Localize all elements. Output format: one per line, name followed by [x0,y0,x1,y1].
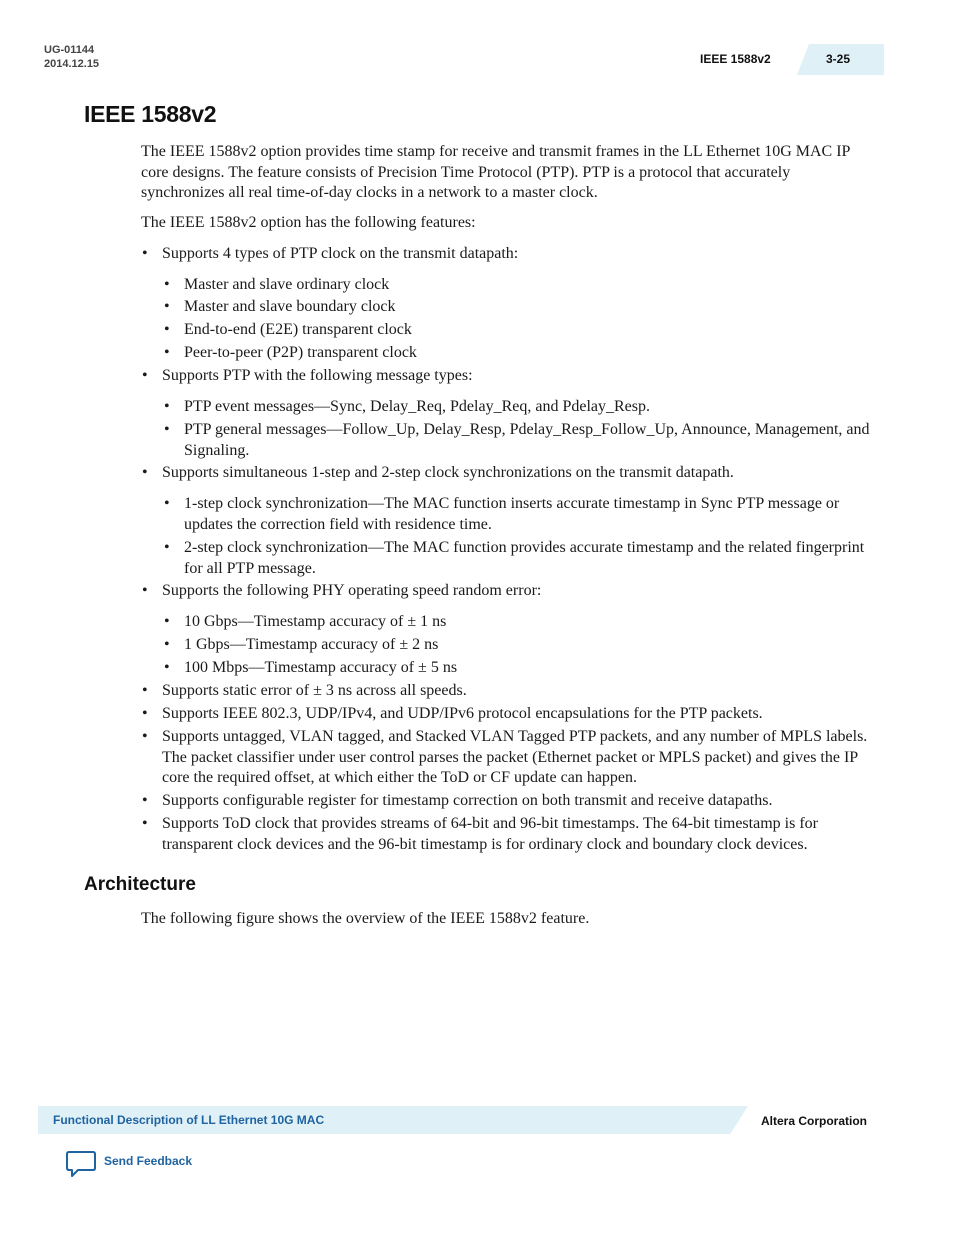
bullet: • [164,495,170,512]
document-number: UG-01144 [44,44,95,56]
list-item: • Peer-to-peer (P2P) transparent clock [184,343,874,364]
bullet: • [142,705,148,722]
features-lead: The IEEE 1588v2 option has the following features: [141,214,476,231]
page-title: IEEE 1588v2 [84,101,217,127]
list-item: • 100 Mbps—Timestamp accuracy of ± 5 ns [184,658,874,679]
page-number: 3-25 [826,52,851,66]
intro-paragraph: The IEEE 1588v2 option provides time stamp for receive and transmit frames in the LL Ethernet 10G MAC IP core designs. The feature consists of Precision Time Protocol (PTP). PTP is a protocol that accurately synchronizes all real time-of-day clocks in a network to a master clock. [141,143,850,201]
list-item: • Supports untagged, VLAN tagged, and Stacked VLAN Tagged PTP packets, and any number of MPLS labels. The packet classifier under user control parses the packet (Ethernet packet or MPLS packet) and gives the IP core the required offset, at which either the ToD or CF update can happen. [142,728,868,786]
footer-document-title[interactable]: Functional Description of LL Ethernet 10G MAC [53,1113,325,1127]
bullet: • [164,321,170,338]
document-id-block [44,43,99,71]
bullet: • [164,636,170,653]
bullet: • [164,344,170,361]
bullet: • [142,792,148,809]
list-item: • Supports configurable register for timestamp correction on both transmit and receive datapaths. [162,791,874,812]
list-item: • Supports PTP with the following message types: [162,366,874,387]
list-item: • 2-step clock synchronization—The MAC function provides accurate timestamp and the related fingerprint for all PTP message. [164,539,865,577]
section-heading-architecture: Architecture [84,874,196,895]
list-item: • 10 Gbps—Timestamp accuracy of ± 1 ns [184,612,874,633]
bullet: • [164,539,170,556]
bullet: • [142,582,148,599]
bullet: • [142,464,148,481]
list-item: • 1-step clock synchronization—The MAC function inserts accurate timestamp in Sync PTP message or updates the correction field with residence time. [164,495,840,533]
list-item: • End-to-end (E2E) transparent clock [184,320,874,341]
list-item: • Supports IEEE 802.3, UDP/IPv4, and UDP/IPv6 protocol encapsulations for the PTP packets. [162,704,874,725]
list-item: • PTP event messages—Sync, Delay_Req, Pdelay_Req, and Pdelay_Resp. [184,397,874,418]
list-item: • Supports 4 types of PTP clock on the transmit datapath: [162,244,874,265]
bullet: • [142,682,148,699]
list-item: • Supports ToD clock that provides streams of 64-bit and 96-bit timestamps. The 64-bit timestamp is for transparent clock devices and the 96-bit timestamp is for ordinary clock and boundary clock devices. [142,815,818,853]
list-item: • 1 Gbps—Timestamp accuracy of ± 2 ns [184,635,874,656]
bullet: • [142,367,148,384]
send-feedback-link[interactable]: Send Feedback [104,1154,193,1168]
bullet: • [142,728,148,745]
bullet: • [164,421,170,438]
list-item: • PTP general messages—Follow_Up, Delay_Resp, Pdelay_Resp_Follow_Up, Announce, Management, and Signaling. [164,421,870,459]
architecture-paragraph: The following figure shows the overview of the IEEE 1588v2 feature. [141,910,590,927]
footer-company: Altera Corporation [761,1114,868,1128]
bullet: • [164,298,170,315]
bullet: • [142,815,148,832]
bullet: • [164,659,170,676]
document-date: 2014.12.15 [44,58,100,70]
list-item: • Supports static error of ± 3 ns across all speeds. [162,681,874,702]
list-item: • Supports the following PHY operating speed random error: [162,581,874,602]
bullet: • [142,245,148,262]
bullet: • [164,276,170,293]
list-item: • Supports simultaneous 1-step and 2-step clock synchronizations on the transmit datapath. [162,463,874,484]
bullet: • [164,398,170,415]
list-item: • Master and slave ordinary clock [184,275,874,296]
running-header-section: IEEE 1588v2 [700,52,771,66]
speech-bubble-icon[interactable] [66,1150,96,1178]
list-item: • Master and slave boundary clock [184,297,874,318]
bullet: • [164,613,170,630]
